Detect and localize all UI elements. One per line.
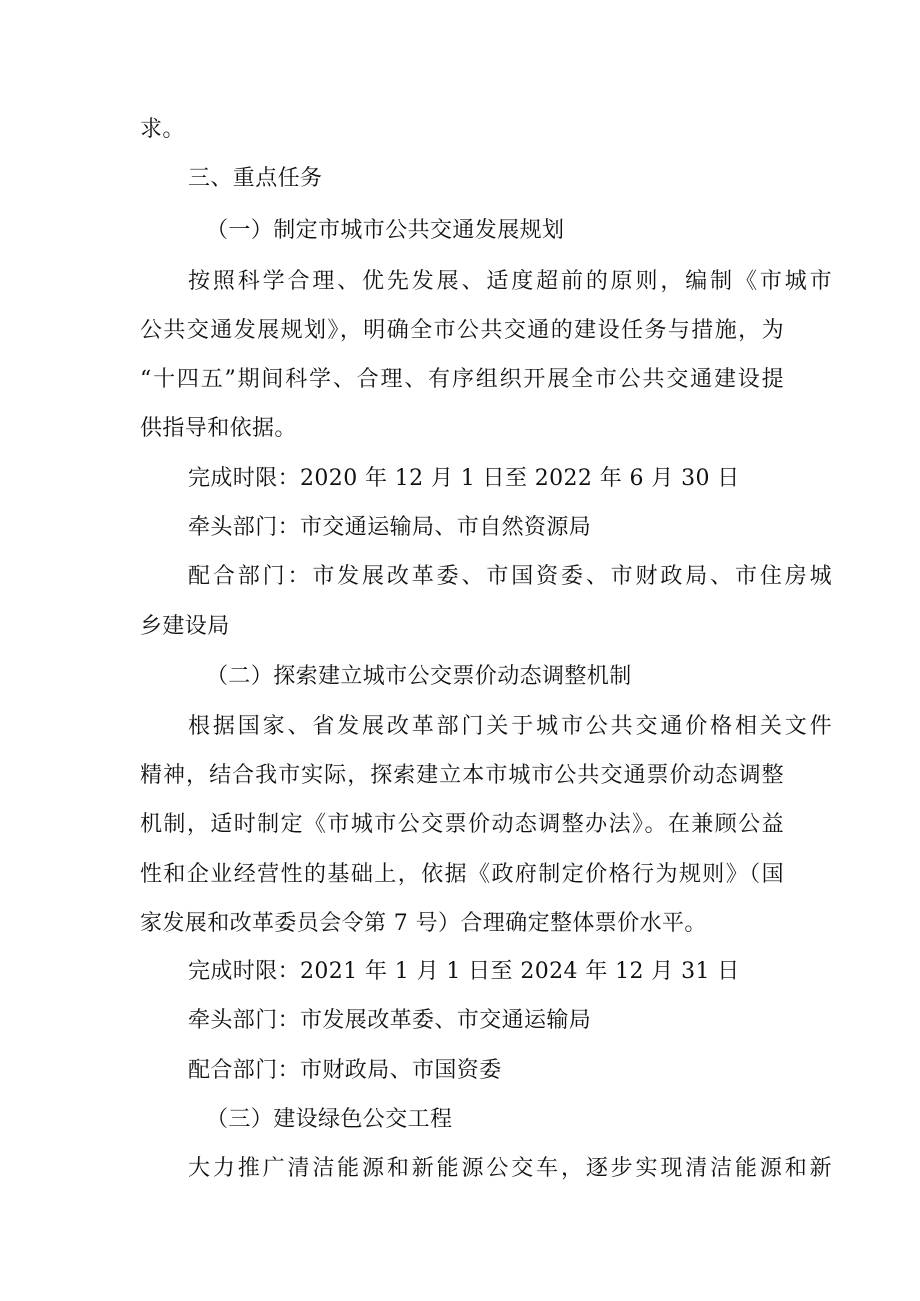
continuation-line: 求。 (140, 117, 185, 142)
task-1-body-line: 公共交通发展规划》，明确全市公共交通的建设任务与措施，为 (140, 318, 784, 343)
task-1-body-line: “十四五”期间科学、合理、有序组织开展全市公共交通建设提 (140, 367, 784, 392)
section-heading: 三、重点任务 (188, 166, 323, 191)
task-1-support-departments: 配合部门：市发展改革委、市国资委、市财政局、市住房城 (188, 564, 832, 589)
task-2-support-departments: 配合部门：市财政局、市国资委 (188, 1058, 502, 1083)
task-3-heading: （三）建设绿色公交工程 (206, 1107, 453, 1132)
task-2-body-line: 性和企业经营性的基础上，依据《政府制定价格行为规则》（国 (140, 862, 784, 887)
task-2-lead-department: 牵头部门：市发展改革委、市交通运输局 (188, 1008, 592, 1033)
task-1-support-departments: 乡建设局 (140, 614, 230, 639)
task-2-body-line: 家发展和改革委员会令第 7 号）合理确定整体票价水平。 (140, 911, 707, 936)
task-2-body-line: 机制，适时制定《市城市公交票价动态调整办法》。在兼顾公益 (140, 812, 784, 837)
task-1-lead-department: 牵头部门：市交通运输局、市自然资源局 (188, 515, 592, 540)
task-2-body-line: 精神，结合我市实际，探索建立本市城市公共交通票价动态调整 (140, 763, 784, 788)
task-1-deadline: 完成时限：2020 年 12 月 1 日至 2022 年 6 月 30 日 (188, 466, 740, 491)
task-2-deadline: 完成时限：2021 年 1 月 1 日至 2024 年 12 月 31 日 (188, 959, 740, 984)
task-1-body-line: 供指导和依据。 (140, 416, 297, 441)
task-1-heading: （一）制定市城市公共交通发展规划 (206, 218, 565, 243)
task-1-body-line: 按照科学合理、优先发展、适度超前的原则，编制《市城市 (188, 269, 832, 294)
task-2-body-line: 根据国家、省发展改革部门关于城市公共交通价格相关文件 (188, 714, 832, 739)
task-2-heading: （二）探索建立城市公交票价动态调整机制 (206, 664, 632, 689)
task-3-body-line: 大力推广清洁能源和新能源公交车，逐步实现清洁能源和新 (188, 1156, 832, 1181)
